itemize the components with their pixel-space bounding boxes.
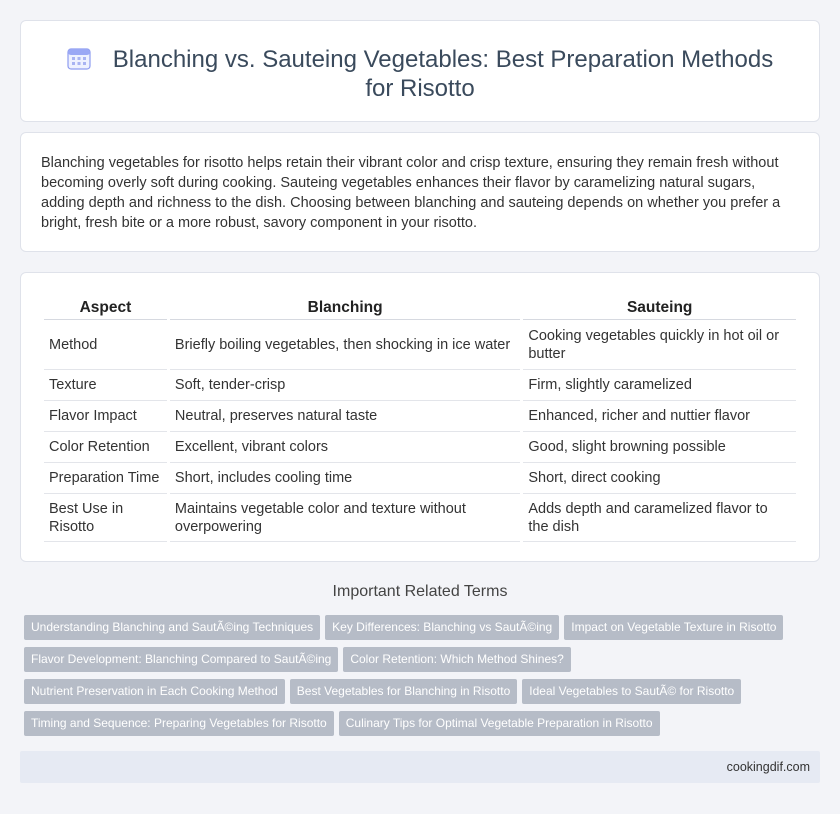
footer-site-link[interactable]: cookingdif.com: [726, 760, 810, 774]
intro-paragraph: Blanching vegetables for risotto helps retain their vibrant color and crisp texture, ensuring they remain fresh without becoming overly soft during cooking. Sauteing vegetables enhances their flavor by caramelizing natural sugars, adding depth and richness to the dish. Choosing between blanching and sauteing depends on whether you prefer a bright, fresh bite or a more robust, savory component in your risotto.: [41, 155, 781, 231]
related-tag-link[interactable]: Flavor Development: Blanching Compared to SautÃ©ing: [24, 647, 338, 672]
page-title: Blanching vs. Sauteing Vegetables: Best Preparation Methods for Risotto: [112, 46, 774, 102]
related-tag-link[interactable]: Nutrient Preservation in Each Cooking Method: [24, 679, 285, 704]
table-cell-blanching: Soft, tender-crisp: [170, 370, 520, 401]
calendar-icon: [67, 46, 91, 70]
table-row: [44, 320, 796, 370]
comparison-table-card: [20, 272, 820, 562]
table-cell-blanching: Maintains vegetable color and texture without overpowering: [170, 494, 520, 542]
header-sauteing: Sauteing: [523, 296, 796, 320]
table-cell-blanching: Excellent, vibrant colors: [170, 432, 520, 463]
comparison-table: [41, 296, 799, 542]
table-cell-sauteing: Cooking vegetables quickly in hot oil or butter: [523, 320, 796, 370]
table-cell-blanching: Neutral, preserves natural taste: [170, 401, 520, 432]
table-cell-aspect: Best Use in Risotto: [44, 494, 167, 542]
table-cell-sauteing: Enhanced, richer and nuttier flavor: [523, 401, 796, 432]
related-tag-link[interactable]: Timing and Sequence: Preparing Vegetables for Risotto: [24, 711, 334, 736]
table-row: [44, 370, 796, 401]
table-header-row: [44, 296, 796, 320]
related-tag-link[interactable]: Impact on Vegetable Texture in Risotto: [564, 615, 783, 640]
title-card: [20, 20, 820, 122]
table-row: [44, 401, 796, 432]
table-cell-aspect: Flavor Impact: [44, 401, 167, 432]
related-tags-row-3: [24, 679, 814, 704]
table-cell-aspect: Texture: [44, 370, 167, 401]
related-tag-link[interactable]: Best Vegetables for Blanching in Risotto: [290, 679, 517, 704]
table-row: [44, 432, 796, 463]
related-tag-link[interactable]: Key Differences: Blanching vs SautÃ©ing: [325, 615, 559, 640]
related-tags-row-1: [24, 615, 814, 640]
related-tag-link[interactable]: Understanding Blanching and SautÃ©ing Techniques: [24, 615, 320, 640]
header-blanching: Blanching: [170, 296, 520, 320]
table-row: [44, 463, 796, 494]
related-tags-row-2: [24, 647, 814, 672]
page-title-wrap: [21, 45, 819, 103]
table-cell-sauteing: Adds depth and caramelized flavor to the dish: [523, 494, 796, 542]
table-cell-sauteing: Firm, slightly caramelized: [523, 370, 796, 401]
table-cell-aspect: Preparation Time: [44, 463, 167, 494]
header-aspect: Aspect: [44, 296, 167, 320]
table-cell-blanching: Briefly boiling vegetables, then shocking in ice water: [170, 320, 520, 370]
table-cell-sauteing: Good, slight browning possible: [523, 432, 796, 463]
table-cell-aspect: Color Retention: [44, 432, 167, 463]
related-tag-link[interactable]: Ideal Vegetables to SautÃ© for Risotto: [522, 679, 741, 704]
related-tags-row-4: [24, 711, 814, 736]
table-cell-sauteing: Short, direct cooking: [523, 463, 796, 494]
footer: [20, 751, 820, 783]
table-cell-blanching: Short, includes cooling time: [170, 463, 520, 494]
table-row: [44, 494, 796, 542]
intro-card: [20, 132, 820, 252]
related-tag-link[interactable]: Color Retention: Which Method Shines?: [343, 647, 570, 672]
table-cell-aspect: Method: [44, 320, 167, 370]
related-terms-title: Important Related Terms: [332, 583, 508, 600]
related-tag-link[interactable]: Culinary Tips for Optimal Vegetable Preparation in Risotto: [339, 711, 660, 736]
